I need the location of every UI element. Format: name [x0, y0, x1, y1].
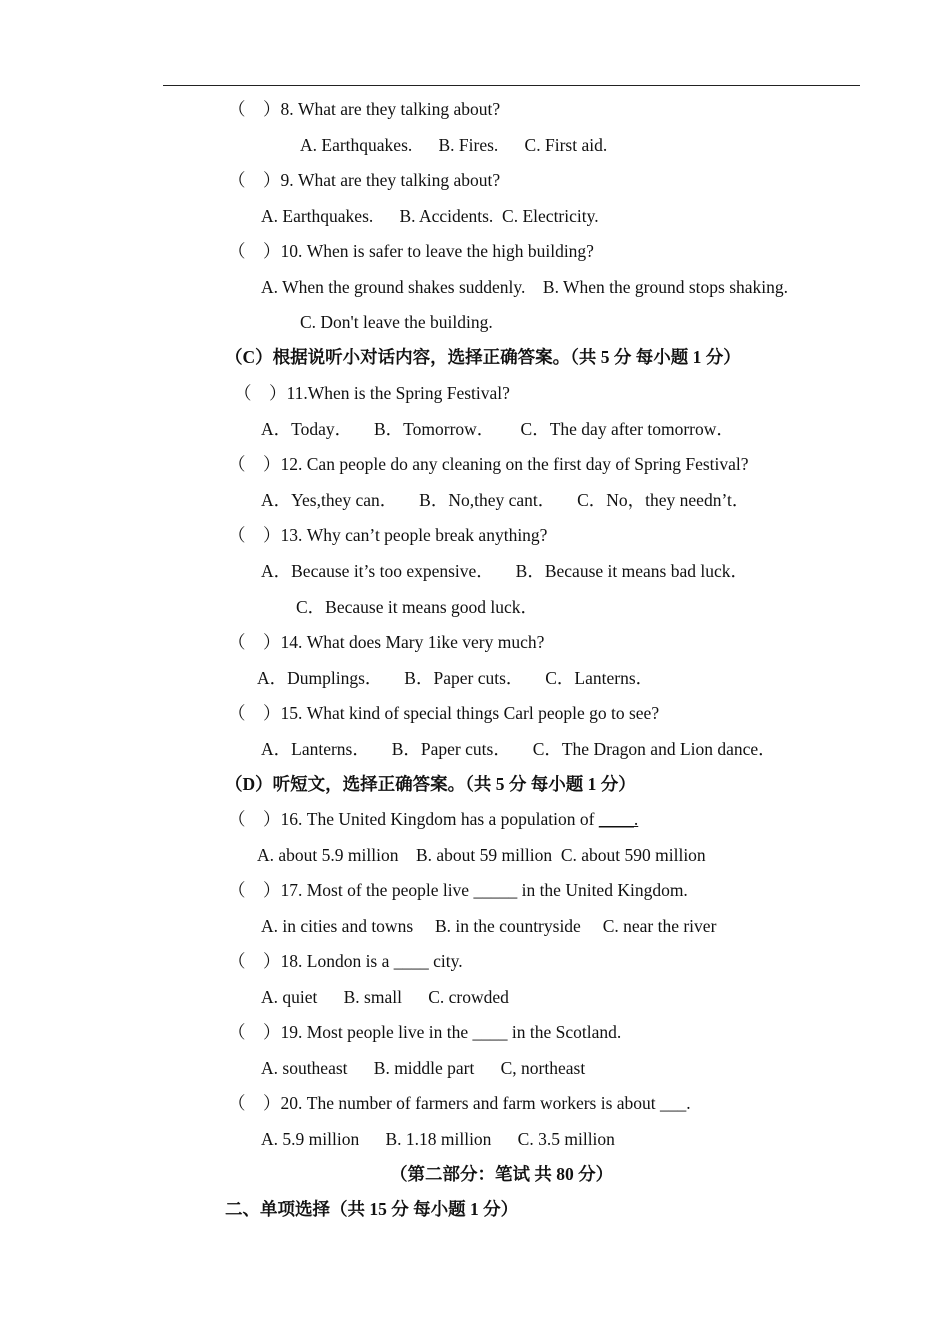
question-17-stem: （ ）17. Most of the people live _____ in the United Kingdom.	[228, 880, 688, 900]
question-8-stem: （ ）8. What are they talking about?	[228, 99, 501, 119]
question-17-options: A. in cities and towns B. in the countryside C. near the river	[261, 916, 717, 936]
question-15-stem: （ ）15. What kind of special things Carl people go to see?	[228, 703, 660, 723]
section-d-heading: （D）听短文，选择正确答案。（共 5 分 每小题 1 分）	[225, 774, 636, 794]
question-12-stem: （ ）12. Can people do any cleaning on the first day of Spring Festival?	[228, 454, 749, 474]
question-16-text: （ ）16. The United Kingdom has a population of	[228, 809, 599, 829]
question-12-options: A．Yes,they can． B．No,they cant． C．No，they needn’t．	[261, 490, 750, 510]
part-two-heading: （第二部分：笔试 共 80 分）	[390, 1164, 614, 1184]
question-11-stem: （ ）11.When is the Spring Festival?	[234, 383, 510, 403]
question-20-options: A. 5.9 million B. 1.18 million C. 3.5 million	[261, 1129, 615, 1149]
question-14-options: A．Dumplings． B．Paper cuts． C．Lanterns．	[257, 668, 654, 688]
question-9-options: A. Earthquakes. B. Accidents. C. Electricity.	[261, 206, 599, 226]
question-16-stem	[228, 808, 638, 830]
question-20-stem: （ ）20. The number of farmers and farm workers is about ___.	[228, 1093, 691, 1113]
question-13-options-line1: A．Because it’s too expensive． B．Because it means bad luck．	[261, 561, 748, 581]
question-18-options: A. quiet B. small C. crowded	[261, 987, 509, 1007]
question-10-stem: （ ）10. When is safer to leave the high building?	[228, 241, 594, 261]
question-8-options: A. Earthquakes. B. Fires. C. First aid.	[300, 135, 608, 155]
question-19-stem: （ ）19. Most people live in the ____ in the Scotland.	[228, 1022, 622, 1042]
section-c-heading: （C）根据说听小对话内容，选择正确答案。（共 5 分 每小题 1 分）	[225, 347, 741, 367]
section-two-heading: 二、单项选择（共 15 分 每小题 1 分）	[225, 1199, 519, 1219]
question-16-options: A. about 5.9 million B. about 59 million C. about 590 million	[257, 845, 706, 865]
question-11-options: A．Today． B．Tomorrow． C．The day after tomorrow．	[261, 419, 734, 439]
question-10-options-line1: A. When the ground shakes suddenly. B. When the ground stops shaking.	[261, 277, 789, 297]
header-rule	[163, 85, 860, 86]
question-13-stem: （ ）13. Why can’t people break anything?	[228, 525, 548, 545]
question-10-options-line2: C. Don't leave the building.	[300, 312, 493, 332]
question-13-options-line2: C．Because it means good luck．	[296, 597, 539, 617]
question-14-stem: （ ）14. What does Mary 1ike very much?	[228, 632, 545, 652]
question-9-stem: （ ）9. What are they talking about?	[228, 170, 501, 190]
question-18-stem: （ ）18. London is a ____ city.	[228, 951, 463, 971]
question-15-options: A．Lanterns． B．Paper cuts． C．The Dragon and Lion dance．	[261, 739, 776, 759]
question-16-blank: ____.	[598, 809, 639, 829]
question-19-options: A. southeast B. middle part C, northeast	[261, 1058, 586, 1078]
